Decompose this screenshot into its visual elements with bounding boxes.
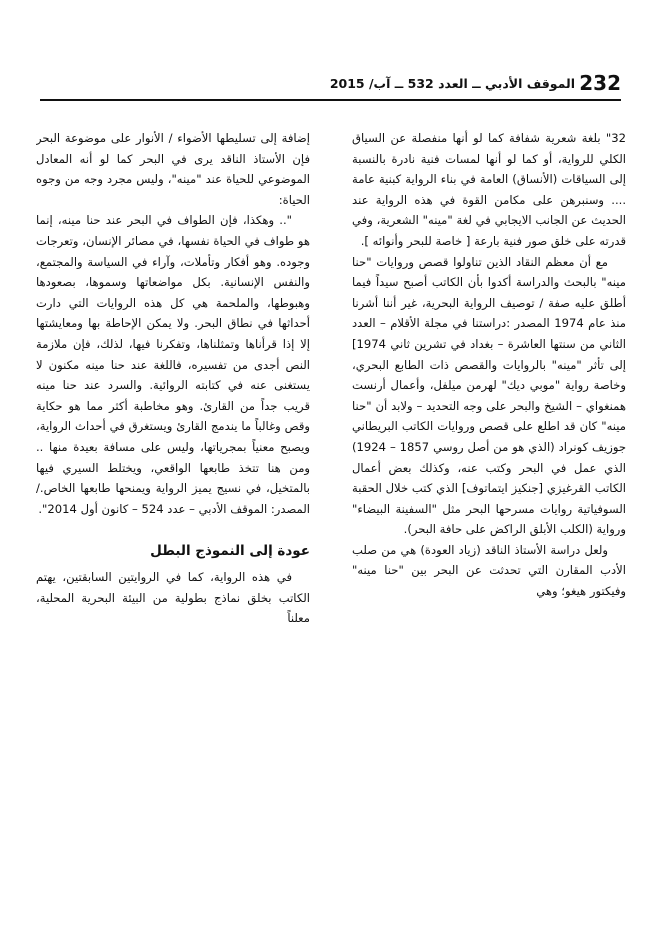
page-number: 232: [579, 71, 621, 95]
paragraph: 32" بلغة شعرية شفافة كما لو أنها منفصلة عن السياق الكلي للرواية، أو كما لو أنها لمسات فنية نادرة بالنسبة إلى السياقات (الأنساق) العامة في بناء الرواية كبنية عامة .... وسنبرهن على مكامن القوة في هذه الرواية عند الحديث عن الجانب الايجابي في لغة "مينه" الشعرية، وفي قدرته على خلق صور فنية بارعة [ خاصة للبحر وأنوائه ].: [352, 131, 626, 248]
article-body: [36, 128, 626, 908]
running-head: الموقف الأدبي ــ العدد 532 ــ آب/ 2015: [329, 76, 575, 91]
left-column: [36, 128, 310, 908]
header-rule: [40, 99, 621, 101]
right-column: [352, 128, 626, 908]
quotation: ".. وهكذا، فإن الطواف في البحر عند حنا مينه، إنما هو طواف في الحياة نفسها، في مصائر الإنسان، وتعرجات وجوده. وهو أفكار وتأملات، وآراء في السياسة والمجتمع، والنفس الإنسانية. بكل مواضعاتها وسموها، بصعودها وهبوطها، والملحمة هي كل هذه الروايات التي دارت أحداثها في نطاق البحر. ولا يمكن الإحاطة بها ومعايشتها إلا إذا قرأناها وتمثلناها، وتفكرنا فيها، لذلك، فإن ملازمة النص أجدى من تفسيره، فاللغة عند حنا مينه مكنون لا يستغنى عنه في كتابته الروائية. والسرد عند حنا مينه قريب جداً من القارئ. وهو مخاطبة أكثر مما هو حكاية وقص وغالباً ما يندمج القارئ ويستغرق في أحداث الرواية، ويصبح معنياً بمجرياتها، وليس على مسافة بعيدة منها .. ومن هنا تتخذ طابعها الواقعي، ويختلط السيري فيها بالمتخيل، في نسيج يميز الرواية ويمنحها طابعها الخاص./ المصدر: الموقف الأدبي – عدد 524 – كانون أول 2014".: [36, 213, 310, 516]
paragraph: في هذه الرواية، كما في الروايتين السابقتين، يهتم الكاتب بخلق نماذج بطولية من البيئة البحرية المحلية، معلناً: [36, 570, 310, 626]
page-header: [40, 70, 621, 98]
paragraph: مع أن معظم النقاد الذين تناولوا قصص وروايات "حنا مينه" بالبحث والدراسة أكدوا بأن الكاتب أصبح سيداً فيما أطلق عليه صفة / توصيف الرواية البحرية، غير أننا أشرنا منذ عام 1974 المصدر :دراستنا في مجلة الأقلام – العدد الثاني من سنتها العاشرة – بغداد في تشرين ثاني 1974] إلى تأثر "مينه" بالروايات والقصص ذات الطابع البحري، وخاصة رواية "موبي ديك" لهرمن ميلفل، وأعمال أرنست همنغواي – الشيخ والبحر على وجه التحديد – ولابد أن "حنا مينه" كان قد اطلع على قصص وروايات الكاتب البريطاني جوزيف كونراد (الذي هو من أصل روسي 1857 – 1924) الذي عمل في البحر وكتب عنه، وكذلك بعض أعمال الكاتب القرغيزي [جنكيز ايتماتوف] الذي كتب خلال الحقبة السوفياتية روايات مسرحها البحر مثل "السفينة البيضاء" ورواية (الكلب الأبلق الراكض على حافة البحر).: [352, 254, 626, 537]
paragraph: ولعل دراسة الأستاذ الناقد (زياد العودة) هي من صلب الأدب المقارن التي تحدثت عن البحر بين "حنا مينه" وفيكتور هيغو؛ وهي: [352, 542, 626, 599]
paragraph: إضافة إلى تسليطها الأضواء / الأنوار على موضوعة البحر فإن الأستاذ الناقد يرى في البحر كما لو أنه المعادل الموضوعي للحياة عند "مينه"، وليس مجرد وجه من وجوه الحياة:: [36, 131, 310, 207]
section-heading: عودة إلى النموذج البطل: [150, 543, 310, 560]
